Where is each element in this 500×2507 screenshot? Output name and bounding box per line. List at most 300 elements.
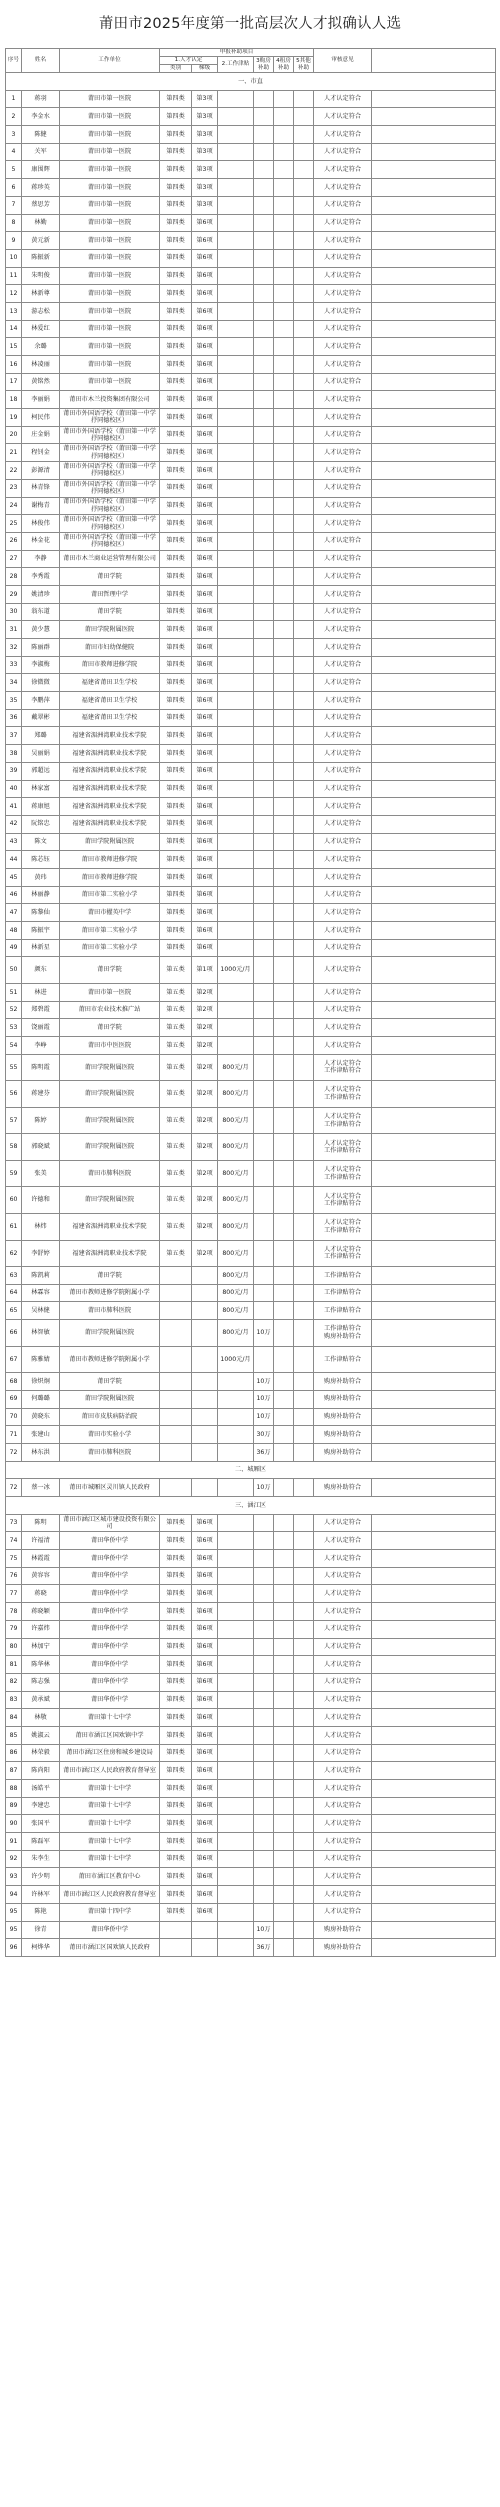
row-blank: [372, 727, 496, 745]
row-tier: 第6项: [192, 1567, 218, 1585]
row-rent: [274, 320, 294, 338]
row-allowance: [218, 1656, 254, 1674]
row-category: 第四类: [160, 815, 192, 833]
row-allowance: 800元/月: [218, 1081, 254, 1108]
row-rent: [274, 462, 294, 480]
row-unit: 莆田第十七中学: [60, 1780, 160, 1798]
row-category: 第四类: [160, 356, 192, 374]
row-name: 柯民伟: [22, 409, 60, 427]
row-name: 李淑梅: [22, 656, 60, 674]
row-review: 人才认定符合 工作津贴符合: [314, 1107, 372, 1134]
row-review: 人才认定符合: [314, 356, 372, 374]
row-purchase: [254, 1744, 274, 1762]
row-unit: 福建省湄洲湾职业技术学院: [60, 798, 160, 816]
row-review: 人才认定符合: [314, 692, 372, 710]
row-seq: 10: [6, 249, 22, 267]
row-unit: 莆田市第一医院: [60, 196, 160, 214]
row-seq: 63: [6, 1267, 22, 1285]
row-review: 购房补助符合: [314, 1479, 372, 1497]
row-seq: 96: [6, 1939, 22, 1957]
row-seq: 78: [6, 1603, 22, 1621]
row-rent: [274, 1780, 294, 1798]
row-review: 购房补助符合: [314, 1390, 372, 1408]
row-other: [294, 1408, 314, 1426]
row-name: 蒋羽: [22, 90, 60, 108]
table-row: [6, 1240, 496, 1267]
row-allowance: 800元/月: [218, 1302, 254, 1320]
row-name: 李丽娟: [22, 391, 60, 409]
row-name: 许福清: [22, 1532, 60, 1550]
row-rent: [274, 1585, 294, 1603]
row-blank: [372, 1726, 496, 1744]
row-purchase: [254, 143, 274, 161]
row-purchase: [254, 886, 274, 904]
row-seq: 33: [6, 656, 22, 674]
row-purchase: [254, 1620, 274, 1638]
row-category: 第四类: [160, 161, 192, 179]
row-seq: 3: [6, 126, 22, 144]
row-unit: 福建省湄洲湾职业技术学院: [60, 815, 160, 833]
row-purchase: [254, 1673, 274, 1691]
row-allowance: [218, 1567, 254, 1585]
row-category: [160, 1320, 192, 1347]
row-blank: [372, 1284, 496, 1302]
row-rent: [274, 762, 294, 780]
row-other: [294, 1426, 314, 1444]
table-row: [6, 1187, 496, 1214]
row-purchase: [254, 1514, 274, 1532]
row-tier: 第6项: [192, 267, 218, 285]
col-other: 5其他补助: [294, 57, 314, 73]
row-allowance: [218, 656, 254, 674]
row-category: 第四类: [160, 904, 192, 922]
row-other: [294, 1267, 314, 1285]
row-other: [294, 1886, 314, 1904]
table-row: [6, 1585, 496, 1603]
row-rent: [274, 1550, 294, 1568]
row-purchase: [254, 1107, 274, 1134]
row-review: 人才认定符合: [314, 1797, 372, 1815]
row-category: 第四类: [160, 550, 192, 568]
row-blank: [372, 983, 496, 1001]
row-unit: 莆田学院: [60, 957, 160, 984]
row-seq: 37: [6, 727, 22, 745]
row-purchase: [254, 302, 274, 320]
row-category: 第五类: [160, 1054, 192, 1081]
row-blank: [372, 1514, 496, 1532]
row-category: 第四类: [160, 939, 192, 957]
row-seq: 90: [6, 1815, 22, 1833]
row-blank: [372, 1850, 496, 1868]
row-category: 第四类: [160, 1762, 192, 1780]
row-unit: 莆田市中医医院: [60, 1036, 160, 1054]
row-tier: 第6项: [192, 1850, 218, 1868]
row-seq: 6: [6, 179, 22, 197]
row-seq: 46: [6, 886, 22, 904]
section-header: [6, 73, 496, 91]
row-tier: 第6项: [192, 762, 218, 780]
row-purchase: [254, 1550, 274, 1568]
row-tier: 第6项: [192, 1709, 218, 1727]
row-allowance: 800元/月: [218, 1134, 254, 1161]
row-review: 工作津贴符合: [314, 1346, 372, 1373]
row-rent: [274, 1939, 294, 1957]
row-purchase: [254, 232, 274, 250]
row-blank: [372, 1081, 496, 1108]
row-blank: [372, 709, 496, 727]
table-row: [6, 798, 496, 816]
row-blank: [372, 532, 496, 550]
row-seq: 93: [6, 1868, 22, 1886]
row-name: 张美: [22, 1160, 60, 1187]
table-row: [6, 267, 496, 285]
table-row: [6, 1850, 496, 1868]
row-purchase: [254, 957, 274, 984]
row-purchase: [254, 285, 274, 303]
row-blank: [372, 798, 496, 816]
row-rent: [274, 922, 294, 940]
table-row: [6, 1081, 496, 1108]
row-seq: 82: [6, 1673, 22, 1691]
row-purchase: [254, 196, 274, 214]
row-tier: 第6项: [192, 585, 218, 603]
row-category: 第四类: [160, 762, 192, 780]
col-purchase: 3购房补助: [254, 57, 274, 73]
row-name: 余璐: [22, 338, 60, 356]
row-review: 人才认定符合: [314, 1709, 372, 1727]
row-review: 人才认定符合: [314, 550, 372, 568]
row-unit: 莆田市第一医院: [60, 983, 160, 1001]
row-allowance: [218, 851, 254, 869]
row-unit: 莆田市肺科医院: [60, 1443, 160, 1461]
row-category: 第四类: [160, 515, 192, 533]
table-row: [6, 90, 496, 108]
row-other: [294, 1921, 314, 1939]
row-purchase: 10万: [254, 1479, 274, 1497]
row-category: 第四类: [160, 868, 192, 886]
row-unit: 莆田市涵江区人民政府教育督导室: [60, 1762, 160, 1780]
row-unit: 莆田市教师进修学院: [60, 656, 160, 674]
row-purchase: [254, 409, 274, 427]
row-tier: 第3项: [192, 126, 218, 144]
row-tier: 第6项: [192, 1603, 218, 1621]
row-name: 戴翠彬: [22, 709, 60, 727]
table-row: [6, 1939, 496, 1957]
table-row: [6, 1603, 496, 1621]
row-name: 李秀霞: [22, 568, 60, 586]
row-other: [294, 568, 314, 586]
row-name: 林智敏: [22, 1320, 60, 1347]
row-purchase: [254, 320, 274, 338]
row-purchase: [254, 267, 274, 285]
row-tier: 第2项: [192, 1036, 218, 1054]
table-row: [6, 1744, 496, 1762]
talent-table: [5, 48, 496, 1957]
row-other: [294, 462, 314, 480]
row-allowance: [218, 1815, 254, 1833]
row-name: 林东洪: [22, 1443, 60, 1461]
row-blank: [372, 426, 496, 444]
row-other: [294, 285, 314, 303]
row-review: 人才认定符合: [314, 904, 372, 922]
row-name: 陈振新: [22, 249, 60, 267]
row-other: [294, 1656, 314, 1674]
row-review: 人才认定符合: [314, 1550, 372, 1568]
row-other: [294, 1320, 314, 1347]
table-row: [6, 1673, 496, 1691]
row-purchase: [254, 1815, 274, 1833]
row-review: 人才认定符合: [314, 515, 372, 533]
row-other: [294, 868, 314, 886]
row-purchase: [254, 692, 274, 710]
row-purchase: [254, 108, 274, 126]
row-name: 阮铭忠: [22, 815, 60, 833]
row-name: 黄晓东: [22, 1408, 60, 1426]
row-other: [294, 745, 314, 763]
table-row: [6, 320, 496, 338]
row-rent: [274, 1921, 294, 1939]
row-purchase: [254, 851, 274, 869]
row-purchase: [254, 868, 274, 886]
row-unit: 莆田华侨中学: [60, 1921, 160, 1939]
row-tier: 第6项: [192, 426, 218, 444]
table-row: [6, 886, 496, 904]
row-blank: [372, 550, 496, 568]
row-seq: 30: [6, 603, 22, 621]
row-review: 人才认定符合: [314, 1815, 372, 1833]
row-purchase: 30万: [254, 1426, 274, 1444]
row-name: 李建忠: [22, 1797, 60, 1815]
row-tier: 第6项: [192, 886, 218, 904]
row-purchase: [254, 1603, 274, 1621]
row-unit: 莆田市外国语学校（莆田第一中学抒同德校区）: [60, 444, 160, 462]
row-tier: 第3项: [192, 196, 218, 214]
row-category: 第四类: [160, 692, 192, 710]
row-tier: 第6项: [192, 745, 218, 763]
row-other: [294, 1585, 314, 1603]
row-review: 人才认定符合: [314, 1585, 372, 1603]
row-allowance: [218, 126, 254, 144]
row-review: 人才认定符合: [314, 232, 372, 250]
table-row: [6, 356, 496, 374]
row-category: 第四类: [160, 1780, 192, 1798]
row-unit: 莆田市第二实验小学: [60, 886, 160, 904]
row-name: 吴丽娟: [22, 745, 60, 763]
row-review: 购房补助符合: [314, 1426, 372, 1444]
row-name: 姚清珍: [22, 585, 60, 603]
row-unit: 莆田华侨中学: [60, 1603, 160, 1621]
row-blank: [372, 1479, 496, 1497]
row-other: [294, 1001, 314, 1019]
table-row: [6, 983, 496, 1001]
row-other: [294, 957, 314, 984]
row-category: 第四类: [160, 1868, 192, 1886]
row-other: [294, 1081, 314, 1108]
row-tier: 第6项: [192, 1726, 218, 1744]
row-other: [294, 585, 314, 603]
row-rent: [274, 1408, 294, 1426]
row-rent: [274, 479, 294, 497]
row-tier: 第6项: [192, 462, 218, 480]
row-name: 林新星: [22, 939, 60, 957]
row-tier: [192, 1426, 218, 1444]
row-other: [294, 1550, 314, 1568]
table-row: [6, 285, 496, 303]
row-name: 姚淑云: [22, 1726, 60, 1744]
row-tier: 第6项: [192, 922, 218, 940]
row-name: 黄少慧: [22, 621, 60, 639]
row-rent: [274, 1514, 294, 1532]
row-unit: 莆田市涵江区人民政府教育督导室: [60, 1886, 160, 1904]
row-name: 黄容容: [22, 1567, 60, 1585]
row-tier: 第6项: [192, 1815, 218, 1833]
row-purchase: [254, 90, 274, 108]
row-blank: [372, 656, 496, 674]
row-tier: 第2项: [192, 1019, 218, 1037]
row-seq: 24: [6, 497, 22, 515]
row-seq: 44: [6, 851, 22, 869]
col-blank: [372, 49, 496, 73]
row-blank: [372, 1921, 496, 1939]
row-seq: 35: [6, 692, 22, 710]
row-seq: 9: [6, 232, 22, 250]
row-other: [294, 922, 314, 940]
row-allowance: [218, 1762, 254, 1780]
row-seq: 61: [6, 1213, 22, 1240]
section-header: [6, 1497, 496, 1515]
table-row: [6, 532, 496, 550]
row-rent: [274, 621, 294, 639]
row-rent: [274, 1567, 294, 1585]
row-allowance: [218, 1638, 254, 1656]
row-tier: 第6项: [192, 904, 218, 922]
row-review: 人才认定符合 工作津贴符合: [314, 1081, 372, 1108]
row-purchase: [254, 1780, 274, 1798]
table-body: [6, 73, 496, 1957]
row-purchase: [254, 833, 274, 851]
row-category: 第四类: [160, 249, 192, 267]
row-category: 第四类: [160, 1850, 192, 1868]
table-row: [6, 603, 496, 621]
row-review: 人才认定符合 工作津贴符合: [314, 1240, 372, 1267]
row-other: [294, 639, 314, 657]
row-seq: 86: [6, 1744, 22, 1762]
row-allowance: [218, 639, 254, 657]
table-row: [6, 762, 496, 780]
row-tier: 第6项: [192, 1833, 218, 1851]
row-rent: [274, 550, 294, 568]
table-row: [6, 1019, 496, 1037]
row-purchase: [254, 1081, 274, 1108]
table-row: [6, 1567, 496, 1585]
row-unit: 莆田市外国语学校（莆田第一中学抒同德校区）: [60, 515, 160, 533]
col-allowance: 2.工作津贴: [218, 57, 254, 73]
row-purchase: 10万: [254, 1320, 274, 1347]
row-category: 第四类: [160, 1550, 192, 1568]
row-unit: 莆田市涵江区住房和城乡建设局: [60, 1744, 160, 1762]
row-rent: [274, 674, 294, 692]
row-tier: 第6项: [192, 1585, 218, 1603]
row-seq: 40: [6, 780, 22, 798]
row-name: 郭晓斌: [22, 1134, 60, 1161]
row-rent: [274, 1815, 294, 1833]
row-unit: 莆田学院附属医院: [60, 1081, 160, 1108]
row-unit: 莆田市涵江区城市建设投资有限公司: [60, 1514, 160, 1532]
row-allowance: [218, 1673, 254, 1691]
row-unit: 莆田华侨中学: [60, 1620, 160, 1638]
row-tier: 第6项: [192, 674, 218, 692]
row-rent: [274, 709, 294, 727]
row-allowance: [218, 1691, 254, 1709]
row-unit: 福建省湄洲湾职业技术学院: [60, 762, 160, 780]
row-unit: 莆田学院附属医院: [60, 1107, 160, 1134]
row-other: [294, 126, 314, 144]
row-blank: [372, 161, 496, 179]
row-name: 陈婷: [22, 1107, 60, 1134]
row-name: 翁东道: [22, 603, 60, 621]
row-unit: 莆田华侨中学: [60, 1638, 160, 1656]
row-tier: 第6项: [192, 1744, 218, 1762]
row-allowance: [218, 922, 254, 940]
row-allowance: [218, 1373, 254, 1391]
row-review: 人才认定符合: [314, 1780, 372, 1798]
row-other: [294, 1638, 314, 1656]
row-review: 人才认定符合 工作津贴符合: [314, 1134, 372, 1161]
row-category: [160, 1939, 192, 1957]
row-review: 人才认定符合: [314, 126, 372, 144]
row-purchase: [254, 1187, 274, 1214]
row-name: 林家富: [22, 780, 60, 798]
row-allowance: [218, 745, 254, 763]
row-rent: [274, 1868, 294, 1886]
table-row: [6, 462, 496, 480]
row-blank: [372, 285, 496, 303]
row-category: 第五类: [160, 1036, 192, 1054]
row-other: [294, 1213, 314, 1240]
row-unit: 莆田学院附属医院: [60, 833, 160, 851]
row-blank: [372, 1019, 496, 1037]
row-purchase: [254, 656, 274, 674]
row-rent: [274, 426, 294, 444]
row-purchase: [254, 1726, 274, 1744]
row-blank: [372, 1833, 496, 1851]
row-unit: 莆田市皮肤病防治院: [60, 1408, 160, 1426]
row-rent: [274, 1187, 294, 1214]
table-row: [6, 1709, 496, 1727]
row-allowance: [218, 161, 254, 179]
row-blank: [372, 126, 496, 144]
row-blank: [372, 1134, 496, 1161]
row-rent: [274, 692, 294, 710]
table-row: [6, 1550, 496, 1568]
row-name: 陈黎仙: [22, 904, 60, 922]
row-purchase: [254, 1903, 274, 1921]
row-allowance: [218, 1797, 254, 1815]
row-unit: 莆田华侨中学: [60, 1656, 160, 1674]
row-other: [294, 1726, 314, 1744]
row-name: 林霖容: [22, 1284, 60, 1302]
row-rent: [274, 1673, 294, 1691]
row-unit: 莆田市涵江区国欢镇中学: [60, 1726, 160, 1744]
row-category: [160, 1443, 192, 1461]
row-review: 人才认定符合: [314, 851, 372, 869]
row-allowance: 800元/月: [218, 1213, 254, 1240]
row-rent: [274, 179, 294, 197]
table-row: [6, 302, 496, 320]
row-purchase: [254, 126, 274, 144]
row-seq: 41: [6, 798, 22, 816]
row-name: 蔡一冰: [22, 1479, 60, 1497]
